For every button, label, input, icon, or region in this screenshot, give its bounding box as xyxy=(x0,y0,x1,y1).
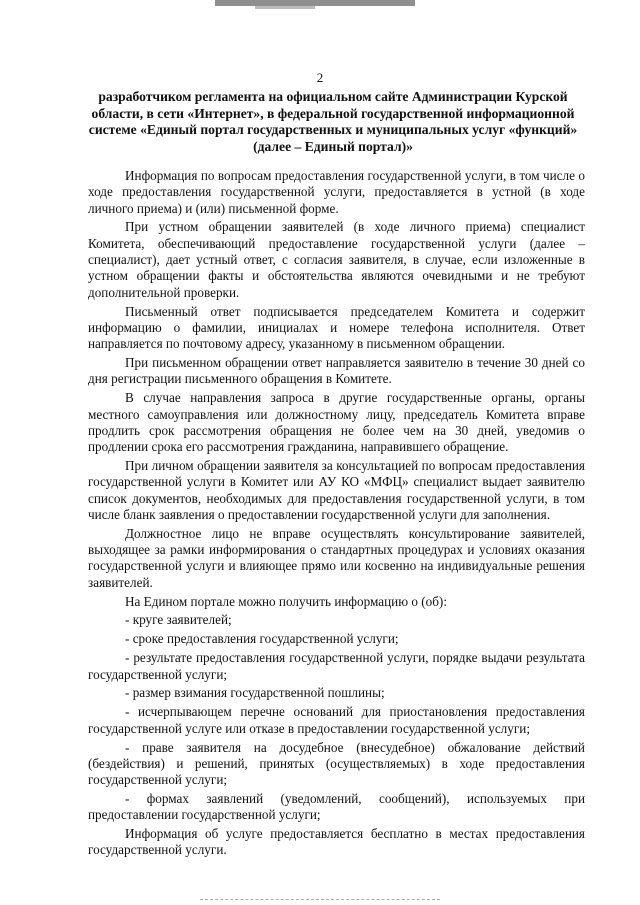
list-item: - круге заявителей; xyxy=(125,612,232,628)
paragraph: При письменном обращении ответ направляется заявителю в течение 30 дней со дня регистрации письменного обращения в Комитете. xyxy=(88,355,585,387)
paragraph: Информация по вопросам предоставления государственной услуги, в том числе о ходе предоставления государственной услуги, предоставляется в устной (в ходе личного приема) и (или) письменной форме. xyxy=(88,168,585,216)
list-item: - сроке предоставления государственной услуги; xyxy=(125,631,399,647)
paragraph: Должностное лицо не вправе осуществлять консультирование заявителей, выходящее за рамки информирования о стандартных процедурах и условиях оказания государственной услуги и влияющее прямо или косвенно на индивидуальные решения заявителей. xyxy=(88,525,585,590)
list-item: - результате предоставления государственной услуги, порядке выдачи результата государственной услуги; xyxy=(88,650,585,682)
document-body xyxy=(88,168,585,861)
page-number: 2 xyxy=(316,70,324,85)
paragraph: Письменный ответ подписывается председателем Комитета и содержит информацию о фамилии, инициалах и номере телефона исполнителя. Ответ направляется по почтовому адресу, указанному в письменном обращении. xyxy=(88,303,585,352)
list-item: - формах заявлений (уведомлений, сообщений), используемых при предоставлении государственной услуги; xyxy=(88,791,585,823)
list-item: - размер взимания государственной пошлины; xyxy=(125,685,385,701)
list-item: - праве заявителя на досудебное (внесудебное) обжалование действий (бездействия) и решений, принятых (осуществляемых) в ходе предоставления государственной услуги; xyxy=(88,739,585,788)
paragraph: В случае направления запроса в другие государственные органы, органы местного самоуправления или должностному лицу, председатель Комитета вправе продлить срок рассмотрения обращения не более чем на 30 дней, уведомив о продлении срока его рассмотрения гражданина, направившего обращение. xyxy=(88,390,585,455)
closing-paragraph: Информация об услуге предоставляется бесплатно в местах предоставления государственной услуги. xyxy=(88,826,585,858)
scan-artifact-top-secondary xyxy=(255,6,315,9)
section-heading: разработчиком регламента на официальном сайте Администрации Курской области, в сети «Интернет», в федеральной государственной информационной системе «Единый портал государственных и муниципальных услуг «функций» (далее – Единый портал)» xyxy=(88,89,578,154)
scan-artifact-bottom xyxy=(200,899,440,903)
scan-artifact-top xyxy=(215,0,415,6)
paragraph: При устном обращении заявителей (в ходе личного приема) специалист Комитета, обеспечивающий предоставление государственной услуги (далее – специалист), дает устный ответ, с согласия заявителя, в случае, если изложенные в устном обращении факты и обстоятельства являются очевидными и не требуют дополнительной проверки. xyxy=(88,219,585,300)
paragraph: При личном обращении заявителя за консультацией по вопросам предоставления государственной услуги в Комитет или АУ КО «МФЦ» специалист выдает заявителю список документов, необходимых для предоставления государственной услуги, в том числе бланк заявления о предоставлении государственной услуги для заполнения. xyxy=(88,458,585,522)
paragraph: На Едином портале можно получить информацию о (об): xyxy=(125,593,447,609)
list-item: - исчерпывающем перечне оснований для приостановления предоставления государственной услуге или отказе в предоставлении государственной услуги; xyxy=(88,704,585,736)
